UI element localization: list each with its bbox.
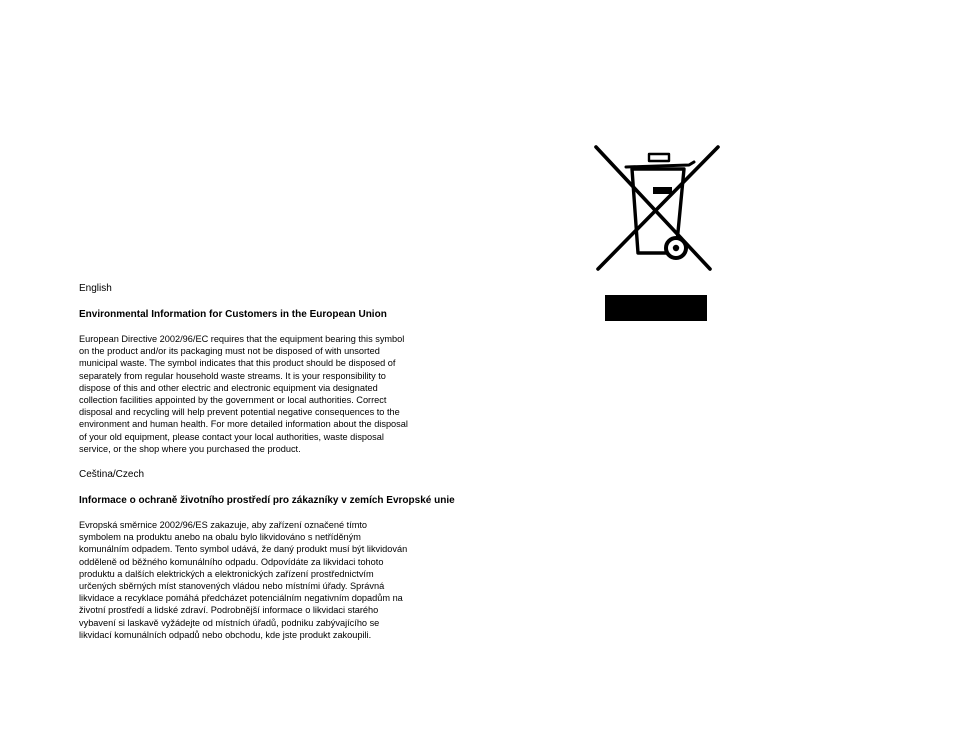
bin-label-slot bbox=[653, 187, 672, 194]
czech-body-line: Evropská směrnice 2002/96/ES zakazuje, aby zařízení označené tímto bbox=[79, 520, 368, 531]
czech-body-line: symbolem na produktu anebo na obalu bylo likvidováno s netříděným bbox=[79, 532, 361, 543]
bin-wheel-hub bbox=[673, 245, 679, 251]
english-body-line: European Directive 2002/96/EC requires that the equipment bearing this symbol bbox=[79, 334, 405, 344]
czech-section-title: Informace o ochraně životního prostředí pro zákazníky v zemích Evropské unie bbox=[79, 495, 455, 507]
czech-body-line: odděleně od běžného komunálního odpadu. Odpovídáte za likvidaci tohoto bbox=[79, 556, 384, 567]
document-text-column bbox=[79, 282, 463, 641]
crossed-out-wheelie-bin-icon bbox=[594, 145, 720, 273]
czech-body-line: likvidací komunálních odpadů nebo obchodu, kde jste produkt zakoupili. bbox=[79, 629, 372, 640]
english-body-line: on the product and/or its packaging must not be disposed of with unsorted bbox=[79, 346, 380, 357]
english-body-line: separately from regular household waste streams. It is your responsibility to bbox=[79, 370, 386, 381]
czech-language-heading: Ceština/Czech bbox=[79, 469, 145, 481]
english-body-line: collection facilities appointed by the government or local authorities. Correct bbox=[79, 395, 387, 406]
english-body-line: service, or the shop where you purchased the product. bbox=[79, 443, 301, 454]
bin-lid bbox=[626, 162, 694, 167]
english-section-title: Environmental Information for Customers in the European Union bbox=[79, 309, 387, 320]
english-body-text bbox=[79, 333, 463, 455]
bin-lid-handle bbox=[649, 154, 669, 161]
czech-body-line: určených sběrných míst stanovených vládou nebo místními úřady. Správná bbox=[79, 581, 385, 592]
english-body-line: disposal and recycling will help prevent potential negative consequences to the bbox=[79, 407, 400, 418]
czech-body-line: vybavení si laskavě vyžádejte od místních úřadů, podniku zabývajícího se bbox=[79, 617, 380, 628]
english-body-line: municipal waste. The symbol indicates that this product should be disposed of bbox=[79, 358, 396, 369]
english-body-line: dispose of this and other electric and electronic equipment via designated bbox=[79, 382, 378, 393]
czech-body-line: likvidace a recyklace pomáhá předcházet potenciálním negativním dopadům na bbox=[79, 593, 403, 604]
czech-body-line: produktu a dalších elektrických a elektronických zařízení prostřednictvím bbox=[79, 568, 374, 579]
czech-body-line: životní prostředí a lidské zdraví. Podrobnější informace o likvidaci starého bbox=[79, 605, 379, 616]
czech-body-line: komunálním odpadem. Tento symbol udává, že daný produkt musí být likvidován bbox=[79, 544, 408, 555]
english-language-heading: English bbox=[79, 283, 112, 294]
weee-black-bar bbox=[605, 295, 707, 321]
czech-body-text bbox=[79, 519, 463, 641]
english-body-line: environment and human health. For more detailed information about the disposal bbox=[79, 419, 408, 430]
english-body-line: of your old equipment, please contact your local authorities, waste disposal bbox=[79, 431, 384, 442]
